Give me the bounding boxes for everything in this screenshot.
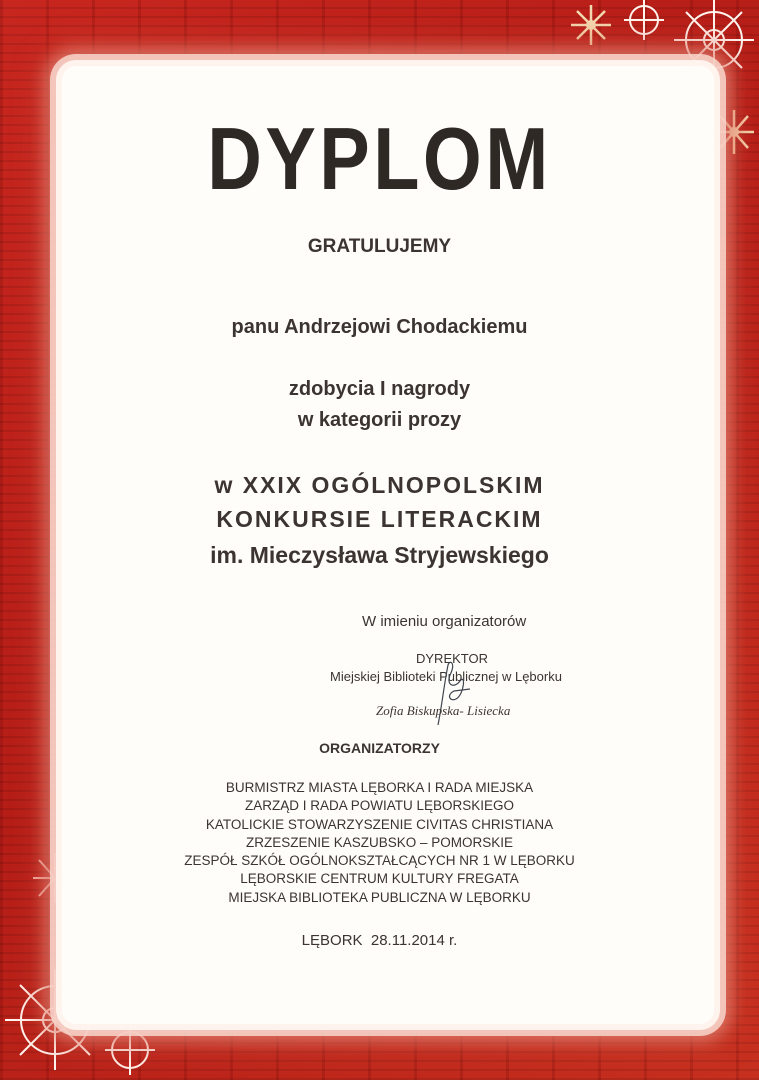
list-item: LĘBORSKIE CENTRUM KULTURY FREGATA xyxy=(240,871,519,887)
flower-ornament-icon xyxy=(566,0,616,50)
recipient-name: panu Andrzejowi Chodackiemu xyxy=(231,316,528,338)
list-item: ZRZESZENIE KASZUBSKO – POMORSKIE xyxy=(245,834,514,850)
competition-line-1: w XXIX OGÓLNOPOLSKIM xyxy=(214,472,545,498)
signatory-institution: Miejskiej Biblioteki Publicznej w Lęborku xyxy=(330,669,562,684)
flower-ornament-icon xyxy=(712,106,756,158)
on-behalf-text: W imieniu organizatorów xyxy=(362,613,527,630)
competition-line-2: KONKURSIE LITERACKIM xyxy=(216,506,543,532)
list-item: BURMISTRZ MIASTA LĘBORKA I RADA MIEJSKA xyxy=(225,780,534,795)
page-title: DYPLOM xyxy=(207,109,552,208)
competition-line-3: im. Mieczysława Stryjewskiego xyxy=(210,542,549,568)
signatory-name: Zofia Biskupska- Lisiecka xyxy=(376,703,511,718)
list-item: MIEJSKA BIBLIOTEKA PUBLICZNA W LĘBORKU xyxy=(228,889,531,905)
organizers-list xyxy=(0,779,759,907)
organizers-heading: ORGANIZATORZY xyxy=(319,740,440,756)
award-line-2: w kategorii prozy xyxy=(297,409,462,431)
list-item: ZARZĄD I RADA POWIATU LĘBORSKIEGO xyxy=(244,798,515,814)
list-item: KATOLICKIE STOWARZYSZENIE CIVITAS CHRISTIANA xyxy=(205,816,554,832)
greeting: GRATULUJEMY xyxy=(307,236,452,257)
place-date: LĘBORK 28.11.2014 r. xyxy=(301,932,458,949)
award-line-1: zdobycia I nagrody xyxy=(288,378,471,400)
signatory-position: DYREKTOR xyxy=(416,651,488,666)
list-item: ZESPÓŁ SZKÓŁ OGÓLNOKSZTAŁCĄCYCH NR 1 W LĘBORKU xyxy=(184,853,575,869)
